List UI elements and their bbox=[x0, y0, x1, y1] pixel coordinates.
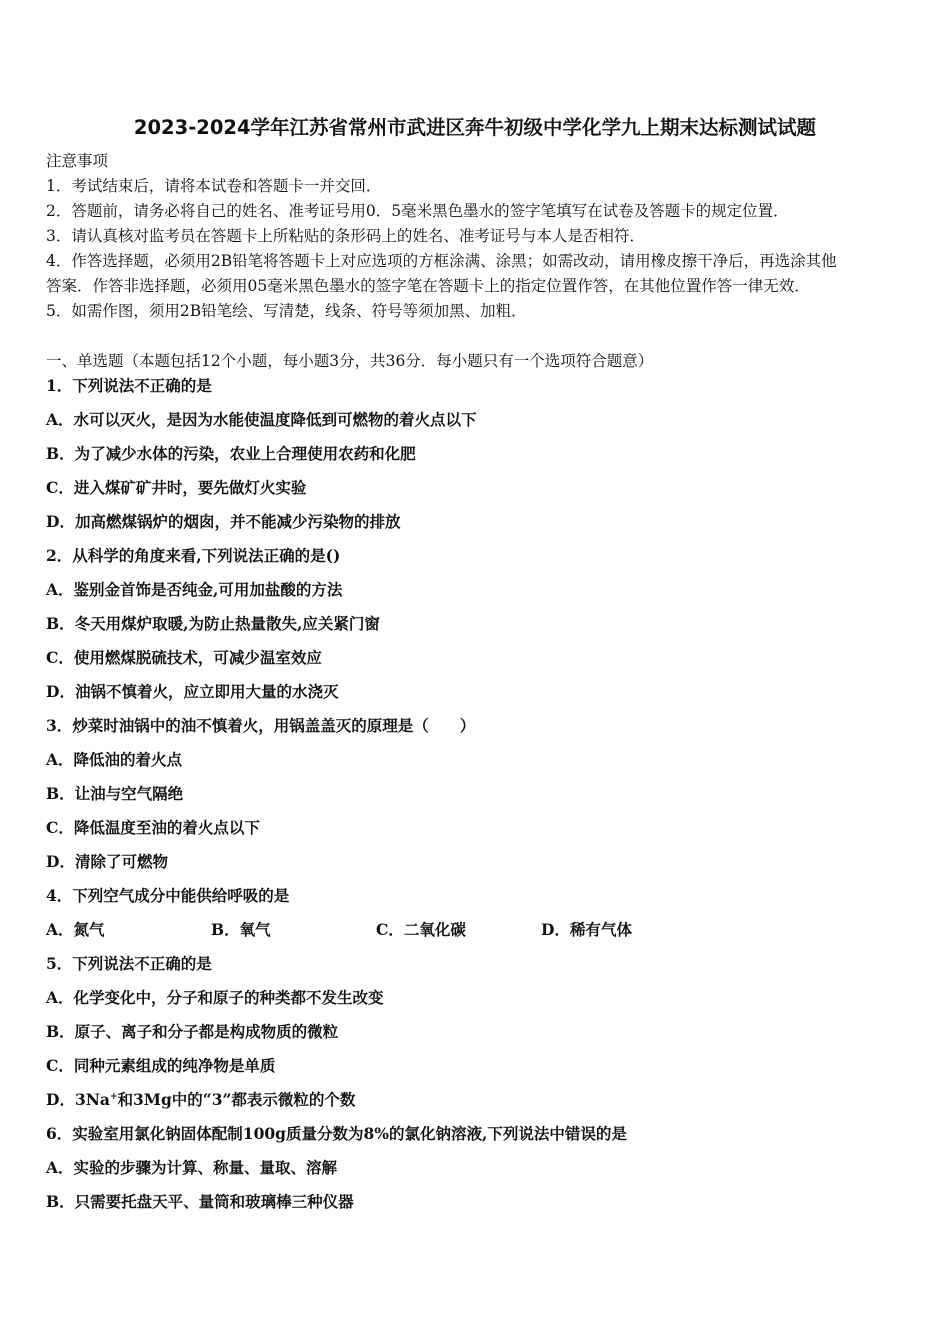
question-5-option-d-prefix: D．3Na bbox=[46, 1090, 110, 1109]
question-5-option-c: C．同种元素组成的纯净物是单质 bbox=[46, 1056, 276, 1075]
notice-item-5: 5．如需作图，须用2B铅笔绘、写清楚，线条、符号等须加黑、加粗． bbox=[46, 302, 527, 320]
exam-title: 2023-2024学年江苏省常州市武进区奔牛初级中学化学九上期末达标测试试题 bbox=[133, 116, 817, 139]
notice-item-4-cont: 答案．作答非选择题，必须用05毫米黑色墨水的签字笔在答题卡上的指定位置作答，在其他位置作答一律无效． bbox=[46, 277, 810, 295]
notice-heading: 注意事项 bbox=[46, 152, 109, 170]
question-5-option-d-charge: + bbox=[109, 1091, 118, 1102]
question-5-option-a: A．化学变化中，分子和原子的种类都不发生改变 bbox=[46, 988, 384, 1007]
question-1-stem: 1．下列说法不正确的是 bbox=[46, 376, 212, 395]
question-6-option-b: B．只需要托盘天平、量筒和玻璃棒三种仪器 bbox=[46, 1192, 354, 1211]
question-5-stem: 5．下列说法不正确的是 bbox=[46, 954, 212, 973]
question-3-option-b: B．让油与空气隔绝 bbox=[46, 784, 184, 803]
question-6-stem: 6．实验室用氯化钠固体配制100g质量分数为8%的氯化钠溶液,下列说法中错误的是 bbox=[46, 1124, 627, 1143]
question-4-stem: 4．下列空气成分中能供给呼吸的是 bbox=[46, 886, 290, 905]
question-1-option-d: D．加高燃煤锅炉的烟囱，并不能减少污染物的排放 bbox=[46, 512, 401, 531]
question-2-option-a: A．鉴别金首饰是否纯金,可用加盐酸的方法 bbox=[46, 580, 343, 599]
question-4-option-a: A．氮气 bbox=[46, 920, 105, 939]
notice-item-3: 3．请认真核对监考员在答题卡上所粘贴的条形码上的姓名、准考证号与本人是否相符． bbox=[46, 227, 645, 245]
notice-item-4: 4．作答选择题，必须用2B铅笔将答题卡上对应选项的方框涂满、涂黑；如需改动，请用橡皮擦干净后，再选涂其他 bbox=[46, 252, 837, 270]
question-3-option-a: A．降低油的着火点 bbox=[46, 750, 183, 769]
question-1-option-a: A．水可以灭火，是因为水能使温度降低到可燃物的着火点以下 bbox=[46, 410, 477, 429]
question-4-option-b: B．氧气 bbox=[211, 920, 271, 939]
question-3-option-c: C．降低温度至油的着火点以下 bbox=[46, 818, 260, 837]
question-5-option-d bbox=[46, 1090, 355, 1110]
question-2-option-d: D．油锅不慎着火，应立即用大量的水浇灭 bbox=[46, 682, 339, 701]
question-1-option-b: B．为了减少水体的污染，农业上合理使用农药和化肥 bbox=[46, 444, 416, 463]
question-5-option-b: B．原子、离子和分子都是构成物质的微粒 bbox=[46, 1022, 339, 1041]
section-heading: 一、单选题（本题包括12个小题，每小题3分，共36分．每小题只有一个选项符合题意） bbox=[46, 352, 654, 370]
question-5-option-d-suffix: 和3Mg中的“3”都表示微粒的个数 bbox=[117, 1090, 356, 1109]
notice-item-2: 2．答题前，请务必将自己的姓名、准考证号用0．5毫米黑色墨水的签字笔填写在试卷及答题卡的规定位置． bbox=[46, 202, 789, 220]
question-3-stem: 3．炒菜时油锅中的油不慎着火，用锅盖盖灭的原理是（ ） bbox=[46, 716, 476, 735]
question-1-option-c: C．进入煤矿矿井时，要先做灯火实验 bbox=[46, 478, 307, 497]
question-4-option-c: C．二氧化碳 bbox=[376, 920, 466, 939]
question-3-option-d: D．清除了可燃物 bbox=[46, 852, 168, 871]
question-2-stem: 2．从科学的角度来看,下列说法正确的是() bbox=[46, 546, 341, 565]
question-2-option-b: B．冬天用煤炉取暖,为防止热量散失,应关紧门窗 bbox=[46, 614, 380, 633]
question-4-option-d: D．稀有气体 bbox=[541, 920, 632, 939]
question-6-option-a: A．实验的步骤为计算、称量、量取、溶解 bbox=[46, 1158, 338, 1177]
question-2-option-c: C．使用燃煤脱硫技术，可减少温室效应 bbox=[46, 648, 322, 667]
notice-item-1: 1．考试结束后，请将本试卷和答题卡一并交回． bbox=[46, 177, 382, 195]
